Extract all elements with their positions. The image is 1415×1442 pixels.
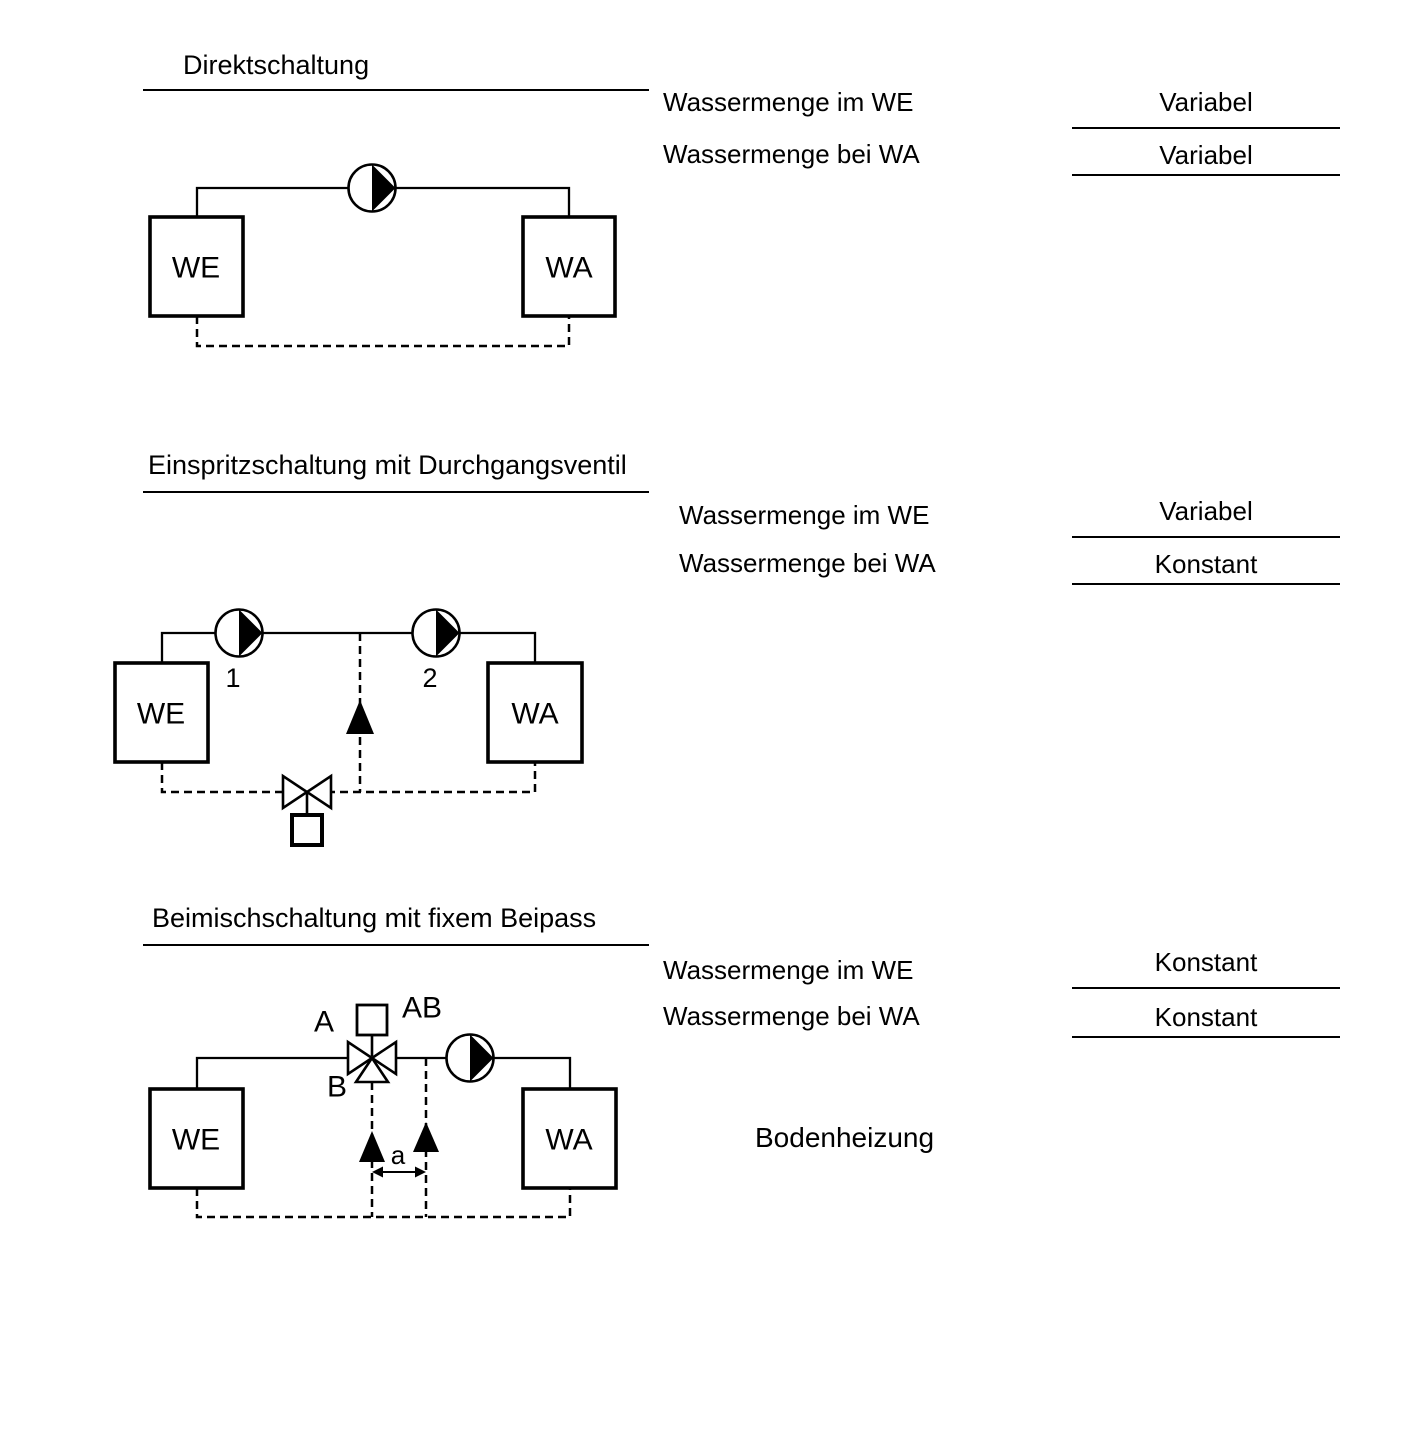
- valve-actuator-icon: [292, 815, 322, 845]
- return-pipe-dashed: [197, 1188, 570, 1217]
- pump1-number: 1: [225, 663, 241, 693]
- valve-port-a-label: A: [313, 1005, 335, 1039]
- heat-consumer-label: WA: [545, 251, 593, 285]
- heat-source-box: [115, 663, 208, 762]
- section3-param2-label: Wassermenge bei WA: [663, 1001, 920, 1031]
- section2-title: Einspritzschaltung mit Durchgangsventil: [148, 450, 627, 480]
- section1-param2-label: Wassermenge bei WA: [663, 139, 920, 169]
- heat-source-label: WE: [171, 251, 221, 285]
- section1-diagram: [100, 150, 660, 380]
- section2-title-underline: [143, 491, 649, 493]
- section1-title-underline: [143, 89, 649, 91]
- section1-param1-value: Variabel: [1072, 87, 1340, 129]
- heat-source-box: [150, 217, 243, 316]
- distance-label: a: [390, 1140, 406, 1170]
- flow-arrow-right-icon: [413, 1122, 439, 1152]
- heat-consumer-label: WA: [511, 697, 559, 731]
- section3-diagram: [120, 980, 640, 1245]
- section2-param2-value: Konstant: [1072, 549, 1340, 585]
- section3-param1-value: Konstant: [1072, 947, 1340, 989]
- valve-port-ab-label: AB: [401, 991, 443, 1025]
- section2-diagram: [90, 590, 650, 870]
- section1-param2-value: Variabel: [1072, 140, 1340, 176]
- heat-consumer-box: [523, 217, 615, 316]
- return-pipe-dashed: [162, 762, 535, 792]
- section3-title: Beimischschaltung mit fixem Beipass: [152, 903, 597, 933]
- section3-title-underline: [143, 944, 649, 946]
- section1-param1-label: Wassermenge im WE: [663, 87, 914, 117]
- section2-param1-label: Wassermenge im WE: [679, 500, 930, 530]
- section2-param2-label: Wassermenge bei WA: [679, 548, 936, 578]
- flow-arrow-left-icon: [359, 1131, 385, 1162]
- heat-consumer-box: [523, 1089, 616, 1188]
- section2-param1-value: Variabel: [1072, 496, 1340, 538]
- valve-actuator-icon: [357, 1005, 387, 1035]
- section3-param2-value: Konstant: [1072, 1002, 1340, 1038]
- heat-source-box: [150, 1089, 243, 1188]
- heat-source-label: WE: [136, 697, 186, 731]
- return-pipe-dashed: [197, 316, 569, 346]
- heat-consumer-label: WA: [545, 1123, 593, 1157]
- pump2-number: 2: [422, 663, 438, 693]
- section1-title: Direktschaltung: [183, 50, 370, 80]
- heat-source-label: WE: [171, 1123, 221, 1157]
- section3-param1-label: Wassermenge im WE: [663, 955, 914, 985]
- three-way-valve-icon: [348, 1005, 396, 1082]
- pump-icon: [447, 1035, 494, 1082]
- valve-port-b-label: B: [326, 1070, 348, 1104]
- bodenheizung-label: Bodenheizung: [755, 1122, 935, 1153]
- pump1-icon: [216, 610, 263, 657]
- pump2-icon: [413, 610, 460, 657]
- heat-consumer-box: [488, 663, 582, 762]
- pump-icon: [349, 165, 396, 212]
- flow-arrow-icon: [346, 700, 374, 734]
- two-way-valve-icon: [283, 776, 331, 845]
